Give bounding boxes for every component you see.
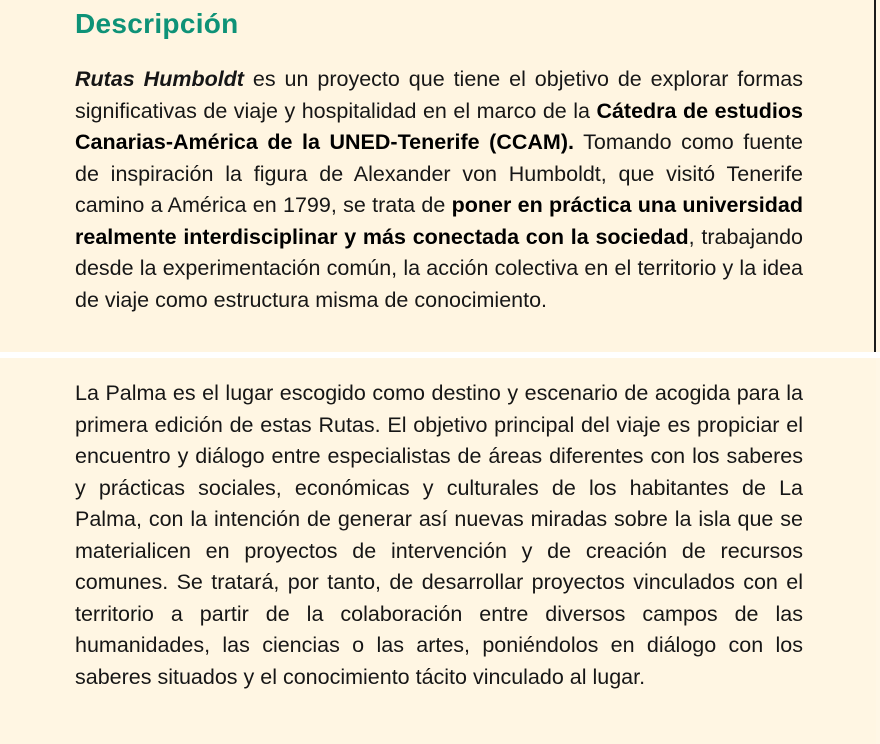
project-name: Rutas Humboldt — [75, 67, 244, 91]
intro-highlight-university: poner en práctica una universidad realmente interdisciplinar y más conectada con la sociedad — [75, 193, 803, 249]
section-heading: Descripción — [75, 8, 239, 39]
la-palma-paragraph: La Palma es el lugar escogido como destino y escenario de acogida para la primera edición de estas Rutas. El objetivo principal del viaje es propiciar el encuentro y diálogo entre especialistas de áreas diferentes con los saberes y prácticas sociales, económicas y culturales de los habitantes de La Palma, con la intención de generar así nuevas miradas sobre la isla que se materialicen en proyectos de intervención y de creación de recursos comunes. Se tratará, por tanto, de desarrollar proyectos vinculados con el territorio a partir de la colaboración entre diversos campos de las humanidades, las ciencias o las artes, poniéndolos en diálogo con los saberes situados y el conocimiento tácito vinculado al lugar. — [75, 381, 803, 689]
description-panel-top — [0, 0, 876, 352]
intro-text-1: es un proyecto que tiene el objetivo de explorar formas significativas de viaje y hospitalidad en el marco de la — [75, 67, 803, 123]
intro-paragraph — [75, 64, 803, 316]
intro-highlight-ccam: Cátedra de estudios Canarias-América de la UNED-Tenerife (CCAM). — [75, 98, 803, 154]
intro-text-2: Tomando como fuente de inspiración la figura de Alexander von Humboldt, que visitó Tenerife camino a América en 1799, se trata de — [75, 130, 803, 217]
intro-text-3: , trabajando desde la experimentación común, la acción colectiva en el territorio y la idea de viaje como estructura misma de conocimiento. — [75, 224, 803, 312]
description-panel-bottom — [0, 358, 876, 744]
